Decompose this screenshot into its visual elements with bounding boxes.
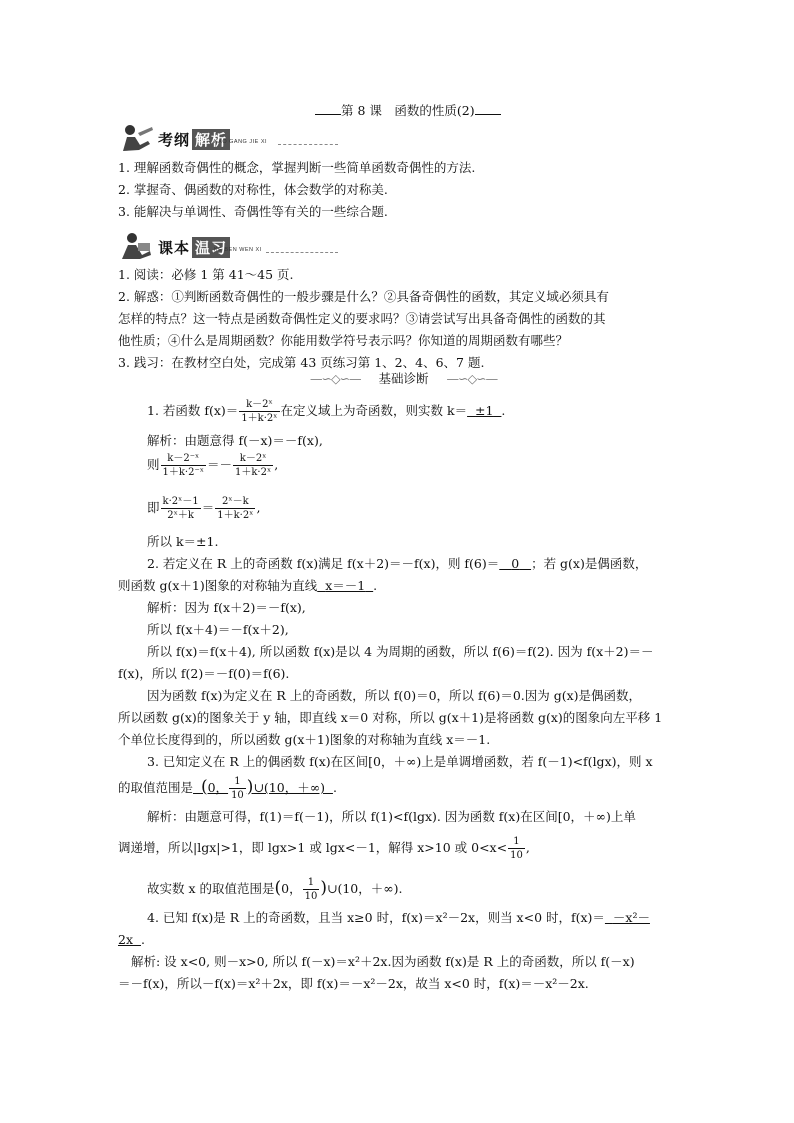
q2-solution-3: 所以 f(x)＝f(x＋4), 所以函数 f(x)是以 4 为周期的函数，所以 f(6)＝f(2). 因为 f(x＋2)＝－	[147, 644, 654, 659]
q3-stem-cont: 的取值范围是 (0， $\frac{1}{10}$ )∪(10，＋∞) .	[118, 776, 337, 801]
q2-solution-4: f(x)，所以 f(2)＝－f(0)＝f(6).	[118, 666, 290, 681]
q2-solution-2: 所以 f(x＋4)＝－f(x＋2),	[147, 622, 289, 637]
section-header-review: 课本 温习 KE BEN WEN XI	[118, 231, 338, 261]
review-2-cont: 怎样的特点？这一特点是函数奇偶性定义的要求吗？③请尝试写出具备奇偶性的函数的其	[118, 311, 606, 326]
section-header-aims: 考纲 解析 KAO GANG JIE XI	[118, 123, 338, 153]
ornament-right-icon: —∽◇∽—	[446, 371, 498, 386]
q3-solution-2: 调递增，所以|lgx|>1，即 lgx>1 或 lgx<－1，解得 x>10 或 0<x< $\frac{1}{10}$ ,	[118, 836, 530, 861]
aim-1: 1. 理解函数奇偶性的概念，掌握判断一些简单函数奇偶性的方法.	[118, 160, 476, 175]
ornament-left-icon: —∽◇∽—	[310, 371, 361, 386]
reader-figure-icon	[118, 231, 156, 261]
q2-solution-6: 所以函数 g(x)的图象关于 y 轴，即直线 x＝0 对称，所以 g(x＋1)是将函数 g(x)的图象向左平移 1	[118, 710, 663, 725]
q2-stem: 2. 若定义在 R 上的奇函数 f(x)满足 f(x＋2)＝－f(x)，则 f(6)＝ 0 ；若 g(x)是偶函数，	[147, 556, 648, 571]
q4-solution-1: 解析: 设 x<0, 则－x>0, 所以 f(－x)＝x²＋2x.因为函数 f(x)是 R 上的奇函数，所以 f(－x)	[131, 954, 635, 969]
q1-stem: 1. 若函数 f(x)＝ $\frac{\text{k－2ˣ}}{\text{1＋k·2ˣ}}$ 在定义域上为奇函数，则实数 k＝ ±1 .	[147, 399, 506, 424]
review-2: 2. 解惑：①判断函数奇偶性的一般步骤是什么？②具备奇偶性的函数，其定义域必须具有	[118, 289, 609, 304]
aim-2: 2. 掌握奇、偶函数的对称性，体会数学的对称美.	[118, 182, 388, 197]
q2-solution-5: 因为函数 f(x)为定义在 R 上的奇函数，所以 f(0)＝0，所以 f(6)＝0.因为 g(x)是偶函数，	[147, 688, 642, 703]
q1-solution-4: 所以 k＝±1.	[147, 534, 219, 549]
page-title: 第 8 课 函数的性质(2)	[315, 101, 501, 119]
q3-solution-1: 解析：由题意可得，f(1)＝f(－1)，所以 f(1)<f(lgx). 因为函数 f(x)在区间[0，＋∞)上单	[147, 809, 636, 824]
q3-solution-3: 故实数 x 的取值范围是(0， $\frac{1}{10}$ )∪(10，＋∞).	[147, 877, 403, 902]
q1-answer: ±1	[475, 403, 494, 418]
review-3: 3. 践习：在教材空白处，完成第 43 页练习第 1、2、4、6、7 题.	[118, 355, 485, 370]
q2-solution-7: 个单位长度得到的，所以函数 g(x＋1)图象的对称轴为直线 x＝－1.	[118, 732, 491, 747]
review-2-cont2: 他性质；④什么是周期函数？你能用数学符号表示吗？你知道的周期函数有哪些？	[118, 333, 569, 348]
q4-stem: 4. 已知 f(x)是 R 上的奇函数，且当 x≥0 时，f(x)＝x²－2x，则当 x<0 时，f(x)＝ －x²－	[147, 910, 650, 925]
q1-solution-2: 则 $\frac{\text{k－2⁻ˣ}}{\text{1＋k·2⁻ˣ}}$ ＝－ $\frac{\text{k－2ˣ}}{\text{1＋k·2ˣ}}$ ,	[147, 453, 279, 478]
reader-figure-icon	[118, 123, 156, 153]
q2-solution-1: 解析：因为 f(x＋2)＝－f(x),	[147, 600, 306, 615]
review-1: 1. 阅读：必修 1 第 41～45 页.	[118, 267, 294, 282]
q2-stem-cont: 则函数 g(x＋1)图象的对称轴为直线 x＝－1 .	[118, 578, 378, 593]
q1-solution-1: 解析：由题意得 f(－x)＝－f(x),	[147, 433, 323, 448]
q1-solution-3: 即 $\frac{\text{k·2ˣ－1}}{\text{2ˣ＋k}}$ ＝ $\frac{\text{2ˣ－k}}{\text{1＋k·2ˣ}}$ ,	[147, 496, 261, 521]
q4-stem-cont: 2x .	[118, 932, 145, 947]
q4-solution-2: ＝－f(x)，所以－f(x)＝x²＋2x，即 f(x)＝－x²－2x，故当 x<0 时，f(x)＝－x²－2x.	[118, 976, 589, 991]
q2-answer-2: x＝－1	[325, 578, 366, 593]
aim-3: 3. 能解决与单调性、奇偶性等有关的一些综合题.	[118, 204, 388, 219]
q4-answer: －x²－	[612, 910, 650, 925]
q3-stem: 3. 已知定义在 R 上的偶函数 f(x)在区间[0，＋∞)上是单调增函数，若 f(－1)<f(lgx)，则 x	[147, 754, 653, 769]
section-divider: —∽◇∽— 基础诊断 —∽◇∽—	[310, 371, 498, 386]
q2-answer-1: 0	[511, 556, 520, 571]
